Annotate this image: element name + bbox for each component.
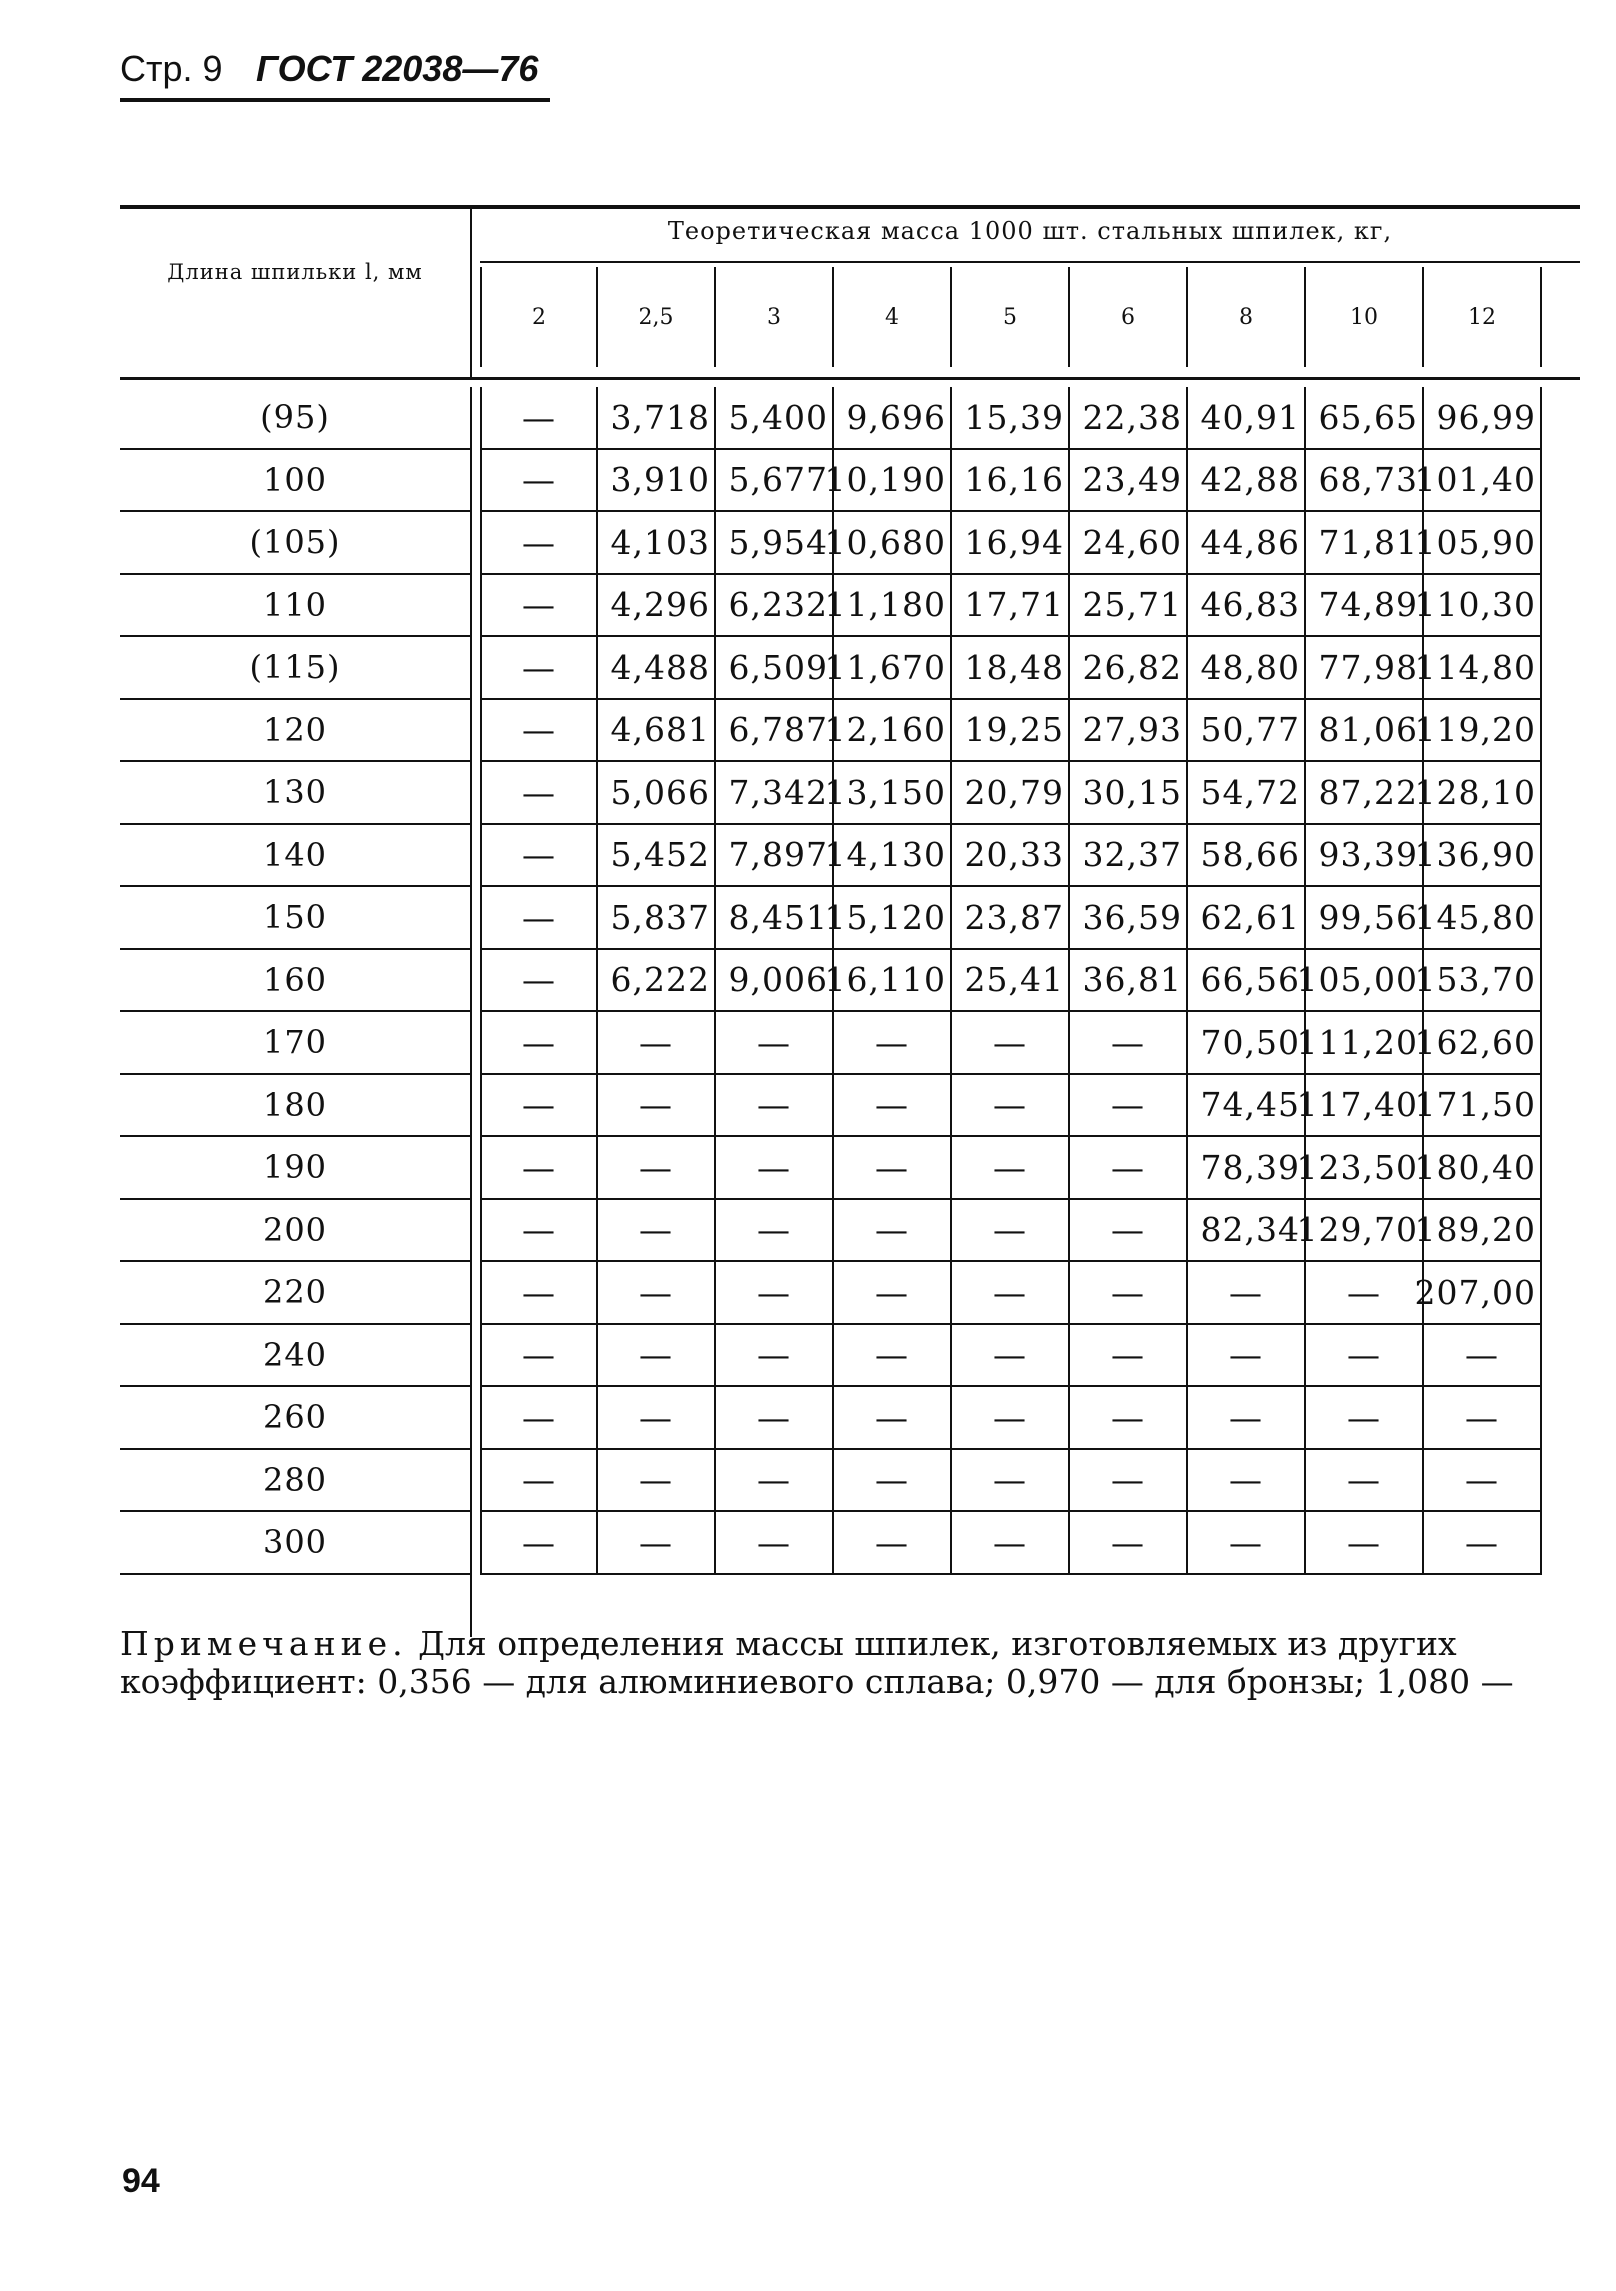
mass-value-cell: — xyxy=(480,1512,598,1575)
mass-value-cell: 180,40 xyxy=(1424,1137,1542,1200)
mass-value-cell: — xyxy=(480,450,598,513)
table-row xyxy=(120,887,1542,950)
length-cell: 120 xyxy=(120,700,470,763)
mass-value-cell: — xyxy=(598,1512,716,1575)
mass-value-cell: 74,89 xyxy=(1306,575,1424,638)
mass-value-cell: — xyxy=(480,575,598,638)
mass-value-cell: 153,70 xyxy=(1424,950,1542,1013)
mass-value-cell: 136,90 xyxy=(1424,825,1542,888)
mass-value-cell: — xyxy=(1306,1262,1424,1325)
mass-value-cell: — xyxy=(1306,1450,1424,1513)
mass-value-cell: 19,25 xyxy=(952,700,1070,763)
mass-value-cell: 145,80 xyxy=(1424,887,1542,950)
mass-value-cell: 78,39 xyxy=(1188,1137,1306,1200)
mass-value-cell: 11,670 xyxy=(834,637,952,700)
mass-value-cell: — xyxy=(480,1450,598,1513)
mass-value-cell: — xyxy=(1424,1325,1542,1388)
table-row xyxy=(120,762,1542,825)
header-bottom-rule xyxy=(120,377,1580,380)
mass-value-cell: — xyxy=(1188,1325,1306,1388)
table-row xyxy=(120,1012,1542,1075)
mass-value-cell: 105,90 xyxy=(1424,512,1542,575)
mass-value-cell: — xyxy=(716,1200,834,1263)
mass-value-cell: — xyxy=(716,1387,834,1450)
mass-value-cell: 40,91 xyxy=(1188,387,1306,450)
mass-value-cell: — xyxy=(480,1262,598,1325)
mass-value-cell: 81,06 xyxy=(1306,700,1424,763)
mass-value-cell: 99,56 xyxy=(1306,887,1424,950)
mass-value-cell: — xyxy=(598,1450,716,1513)
mass-value-cell: — xyxy=(598,1075,716,1138)
mass-value-cell: — xyxy=(1070,1137,1188,1200)
mass-value-cell: — xyxy=(952,1262,1070,1325)
mass-value-cell: — xyxy=(952,1075,1070,1138)
mass-value-cell: 36,81 xyxy=(1070,950,1188,1013)
mass-value-cell: 5,677 xyxy=(716,450,834,513)
mass-value-cell: — xyxy=(834,1200,952,1263)
mass-value-cell: — xyxy=(952,1325,1070,1388)
mass-value-cell: 5,400 xyxy=(716,387,834,450)
mass-value-cell: 3,718 xyxy=(598,387,716,450)
diameter-header-cell: 4 xyxy=(834,267,952,367)
mass-value-cell: 8,451 xyxy=(716,887,834,950)
mass-value-cell: 9,006 xyxy=(716,950,834,1013)
mass-value-cell: 5,837 xyxy=(598,887,716,950)
mass-value-cell: — xyxy=(1424,1450,1542,1513)
mass-value-cell: 111,20 xyxy=(1306,1012,1424,1075)
table-note xyxy=(120,1625,1520,1701)
mass-value-cell: — xyxy=(952,1200,1070,1263)
mass-value-cell: 101,40 xyxy=(1424,450,1542,513)
mass-value-cell: 4,103 xyxy=(598,512,716,575)
mass-value-cell: 110,30 xyxy=(1424,575,1542,638)
mass-value-cell: — xyxy=(1070,1075,1188,1138)
mass-value-cell: 74,45 xyxy=(1188,1075,1306,1138)
table-top-rule xyxy=(120,205,1580,209)
mass-value-cell: 68,73 xyxy=(1306,450,1424,513)
mass-value-cell: 77,98 xyxy=(1306,637,1424,700)
mass-value-cell: 114,80 xyxy=(1424,637,1542,700)
table-row xyxy=(120,825,1542,888)
mass-value-cell: 7,897 xyxy=(716,825,834,888)
mass-value-cell: 105,00 xyxy=(1306,950,1424,1013)
table-row xyxy=(120,950,1542,1013)
mass-value-cell: 16,110 xyxy=(834,950,952,1013)
mass-value-cell: — xyxy=(1070,1200,1188,1263)
mass-value-cell: 4,488 xyxy=(598,637,716,700)
mass-value-cell: — xyxy=(952,1012,1070,1075)
length-cell: 130 xyxy=(120,762,470,825)
mass-value-cell: — xyxy=(834,1075,952,1138)
table-row xyxy=(120,1450,1542,1513)
mass-value-cell: 6,232 xyxy=(716,575,834,638)
mass-value-cell: 71,81 xyxy=(1306,512,1424,575)
mass-value-cell: — xyxy=(480,887,598,950)
mass-value-cell: 16,94 xyxy=(952,512,1070,575)
length-cell: 160 xyxy=(120,950,470,1013)
mass-value-cell: 3,910 xyxy=(598,450,716,513)
mass-value-cell: — xyxy=(480,1200,598,1263)
diameter-header-cell: 10 xyxy=(1306,267,1424,367)
table-row xyxy=(120,1512,1542,1575)
mass-value-cell: 87,22 xyxy=(1306,762,1424,825)
mass-value-cell: — xyxy=(1070,1325,1188,1388)
mass-value-cell: — xyxy=(480,387,598,450)
mass-value-cell: — xyxy=(834,1450,952,1513)
mass-value-cell: — xyxy=(952,1387,1070,1450)
mass-value-cell: — xyxy=(952,1137,1070,1200)
page-label: Стр. 9 xyxy=(120,48,223,89)
mass-value-cell: 128,10 xyxy=(1424,762,1542,825)
mass-value-cell: 11,180 xyxy=(834,575,952,638)
mass-value-cell: — xyxy=(834,1012,952,1075)
mass-value-cell: 58,66 xyxy=(1188,825,1306,888)
mass-value-cell: — xyxy=(1424,1512,1542,1575)
mass-value-cell: — xyxy=(834,1512,952,1575)
mass-value-cell: — xyxy=(598,1012,716,1075)
length-cell: 200 xyxy=(120,1200,470,1263)
mass-value-cell: 6,222 xyxy=(598,950,716,1013)
mass-value-cell: 23,49 xyxy=(1070,450,1188,513)
mass-value-cell: 6,509 xyxy=(716,637,834,700)
mass-value-cell: 23,87 xyxy=(952,887,1070,950)
mass-value-cell: — xyxy=(834,1325,952,1388)
table-row xyxy=(120,387,1542,450)
table-body xyxy=(120,387,1542,1575)
mass-value-cell: 15,39 xyxy=(952,387,1070,450)
mass-value-cell: 93,39 xyxy=(1306,825,1424,888)
diameter-header-cell: 12 xyxy=(1424,267,1542,367)
mass-value-cell: 96,99 xyxy=(1424,387,1542,450)
mass-value-cell: 12,160 xyxy=(834,700,952,763)
mass-value-cell: — xyxy=(834,1137,952,1200)
length-cell: (115) xyxy=(120,637,470,700)
mass-value-cell: 189,20 xyxy=(1424,1200,1542,1263)
mass-value-cell: — xyxy=(716,1262,834,1325)
mass-group-header: Теоретическая масса 1000 шт. стальных шпилек, кг, xyxy=(667,217,1393,245)
mass-value-cell: 5,066 xyxy=(598,762,716,825)
mass-value-cell: 25,41 xyxy=(952,950,1070,1013)
mass-value-cell: — xyxy=(716,1325,834,1388)
mass-value-cell: — xyxy=(480,700,598,763)
mass-value-cell: 129,70 xyxy=(1306,1200,1424,1263)
mass-value-cell: — xyxy=(952,1512,1070,1575)
length-cell: 260 xyxy=(120,1387,470,1450)
mass-value-cell: — xyxy=(598,1200,716,1263)
table-row xyxy=(120,1200,1542,1263)
mass-value-cell: 44,86 xyxy=(1188,512,1306,575)
diameter-header-cell: 5 xyxy=(952,267,1070,367)
mass-value-cell: — xyxy=(480,1012,598,1075)
mass-value-cell: — xyxy=(480,762,598,825)
length-cell: 170 xyxy=(120,1012,470,1075)
mass-value-cell: — xyxy=(1188,1387,1306,1450)
mass-value-cell: 54,72 xyxy=(1188,762,1306,825)
mass-value-cell: — xyxy=(716,1137,834,1200)
mass-value-cell: 7,342 xyxy=(716,762,834,825)
length-cell: 100 xyxy=(120,450,470,513)
mass-value-cell: — xyxy=(598,1137,716,1200)
note-line-2: коэффициент: 0,356 — для алюминиевого сплава; 0,970 — для бронзы; 1,080 — xyxy=(120,1661,1514,1701)
diameter-header-cell: 8 xyxy=(1188,267,1306,367)
mass-value-cell: 36,59 xyxy=(1070,887,1188,950)
mass-value-cell: 119,20 xyxy=(1424,700,1542,763)
length-column-divider xyxy=(470,387,472,1637)
mass-value-cell: 66,56 xyxy=(1188,950,1306,1013)
mass-value-cell: — xyxy=(952,1450,1070,1513)
mass-value-cell: 32,37 xyxy=(1070,825,1188,888)
mass-value-cell: 27,93 xyxy=(1070,700,1188,763)
mass-value-cell: 65,65 xyxy=(1306,387,1424,450)
mass-value-cell: — xyxy=(480,950,598,1013)
table-row xyxy=(120,700,1542,763)
length-cell: 110 xyxy=(120,575,470,638)
mass-value-cell: — xyxy=(480,1137,598,1200)
mass-value-cell: — xyxy=(1070,1512,1188,1575)
table-row xyxy=(120,1075,1542,1138)
length-cell: 190 xyxy=(120,1137,470,1200)
mass-value-cell: — xyxy=(480,637,598,700)
mass-value-cell: 42,88 xyxy=(1188,450,1306,513)
mass-value-cell: — xyxy=(480,1387,598,1450)
mass-value-cell: 25,71 xyxy=(1070,575,1188,638)
mass-value-cell: 82,34 xyxy=(1188,1200,1306,1263)
mass-value-cell: 4,681 xyxy=(598,700,716,763)
mass-value-cell: 20,33 xyxy=(952,825,1070,888)
mass-value-cell: 162,60 xyxy=(1424,1012,1542,1075)
mass-value-cell: — xyxy=(1306,1387,1424,1450)
mass-value-cell: — xyxy=(480,1075,598,1138)
diameter-header-cell: 2,5 xyxy=(598,267,716,367)
mass-value-cell: — xyxy=(1306,1512,1424,1575)
length-cell: 240 xyxy=(120,1325,470,1388)
mass-value-cell: 6,787 xyxy=(716,700,834,763)
table-row xyxy=(120,1262,1542,1325)
mass-value-cell: — xyxy=(598,1325,716,1388)
mass-value-cell: 14,130 xyxy=(834,825,952,888)
mass-value-cell: 62,61 xyxy=(1188,887,1306,950)
mass-value-cell: 16,16 xyxy=(952,450,1070,513)
mass-value-cell: 50,77 xyxy=(1188,700,1306,763)
diameter-header-cell: 2 xyxy=(480,267,598,367)
mass-value-cell: — xyxy=(598,1262,716,1325)
table-row xyxy=(120,512,1542,575)
mass-value-cell: 5,954 xyxy=(716,512,834,575)
mass-value-cell: — xyxy=(480,825,598,888)
length-cell: 220 xyxy=(120,1262,470,1325)
mass-value-cell: 46,83 xyxy=(1188,575,1306,638)
length-cell: (105) xyxy=(120,512,470,575)
page-number: 94 xyxy=(122,2162,160,2200)
note-line-1: Для определения массы шпилек, изготовляемых из других xyxy=(418,1624,1457,1663)
mass-value-cell: — xyxy=(480,512,598,575)
length-column-header: Длина шпильки l, мм xyxy=(167,260,423,284)
mass-value-cell: — xyxy=(716,1512,834,1575)
diameter-header-row xyxy=(480,267,1542,367)
table-row xyxy=(120,1325,1542,1388)
mass-value-cell: — xyxy=(1070,1387,1188,1450)
mass-value-cell: 15,120 xyxy=(834,887,952,950)
standard-number: ГОСТ 22038—76 xyxy=(256,48,539,89)
mass-value-cell: — xyxy=(716,1450,834,1513)
diameter-header-cell: 3 xyxy=(716,267,834,367)
mass-value-cell: — xyxy=(1424,1387,1542,1450)
length-cell: (95) xyxy=(120,387,470,450)
mass-value-cell: 10,680 xyxy=(834,512,952,575)
page-header xyxy=(120,48,538,90)
mass-value-cell: 30,15 xyxy=(1070,762,1188,825)
table-row xyxy=(120,450,1542,513)
mass-value-cell: — xyxy=(1188,1450,1306,1513)
mass-value-cell: — xyxy=(1070,1262,1188,1325)
length-cell: 300 xyxy=(120,1512,470,1575)
mass-value-cell: 10,190 xyxy=(834,450,952,513)
table-row xyxy=(120,1387,1542,1450)
mass-value-cell: — xyxy=(1188,1512,1306,1575)
header-rule xyxy=(120,98,550,102)
mass-value-cell: 24,60 xyxy=(1070,512,1188,575)
group-header-rule xyxy=(480,261,1580,263)
mass-value-cell: — xyxy=(1070,1450,1188,1513)
mass-value-cell: — xyxy=(834,1262,952,1325)
length-cell: 150 xyxy=(120,887,470,950)
mass-value-cell: — xyxy=(834,1387,952,1450)
mass-value-cell: 26,82 xyxy=(1070,637,1188,700)
length-cell: 180 xyxy=(120,1075,470,1138)
mass-value-cell: 18,48 xyxy=(952,637,1070,700)
mass-value-cell: — xyxy=(598,1387,716,1450)
mass-value-cell: 20,79 xyxy=(952,762,1070,825)
mass-value-cell: 22,38 xyxy=(1070,387,1188,450)
length-cell: 140 xyxy=(120,825,470,888)
note-keyword: Примечание. xyxy=(120,1624,408,1663)
mass-value-cell: 117,40 xyxy=(1306,1075,1424,1138)
mass-value-cell: — xyxy=(480,1325,598,1388)
mass-value-cell: 48,80 xyxy=(1188,637,1306,700)
table-row xyxy=(120,637,1542,700)
mass-value-cell: 123,50 xyxy=(1306,1137,1424,1200)
mass-value-cell: — xyxy=(716,1012,834,1075)
mass-value-cell: 171,50 xyxy=(1424,1075,1542,1138)
mass-value-cell: 9,696 xyxy=(834,387,952,450)
table-row xyxy=(120,575,1542,638)
mass-value-cell: — xyxy=(1188,1262,1306,1325)
mass-value-cell: 13,150 xyxy=(834,762,952,825)
table-row xyxy=(120,1137,1542,1200)
mass-value-cell: — xyxy=(716,1075,834,1138)
mass-value-cell: 4,296 xyxy=(598,575,716,638)
mass-value-cell: 207,00 xyxy=(1424,1262,1542,1325)
mass-value-cell: — xyxy=(1070,1012,1188,1075)
mass-value-cell: — xyxy=(1306,1325,1424,1388)
length-cell: 280 xyxy=(120,1450,470,1513)
mass-value-cell: 5,452 xyxy=(598,825,716,888)
diameter-header-cell: 6 xyxy=(1070,267,1188,367)
mass-value-cell: 17,71 xyxy=(952,575,1070,638)
mass-value-cell: 70,50 xyxy=(1188,1012,1306,1075)
header-divider xyxy=(470,205,472,377)
